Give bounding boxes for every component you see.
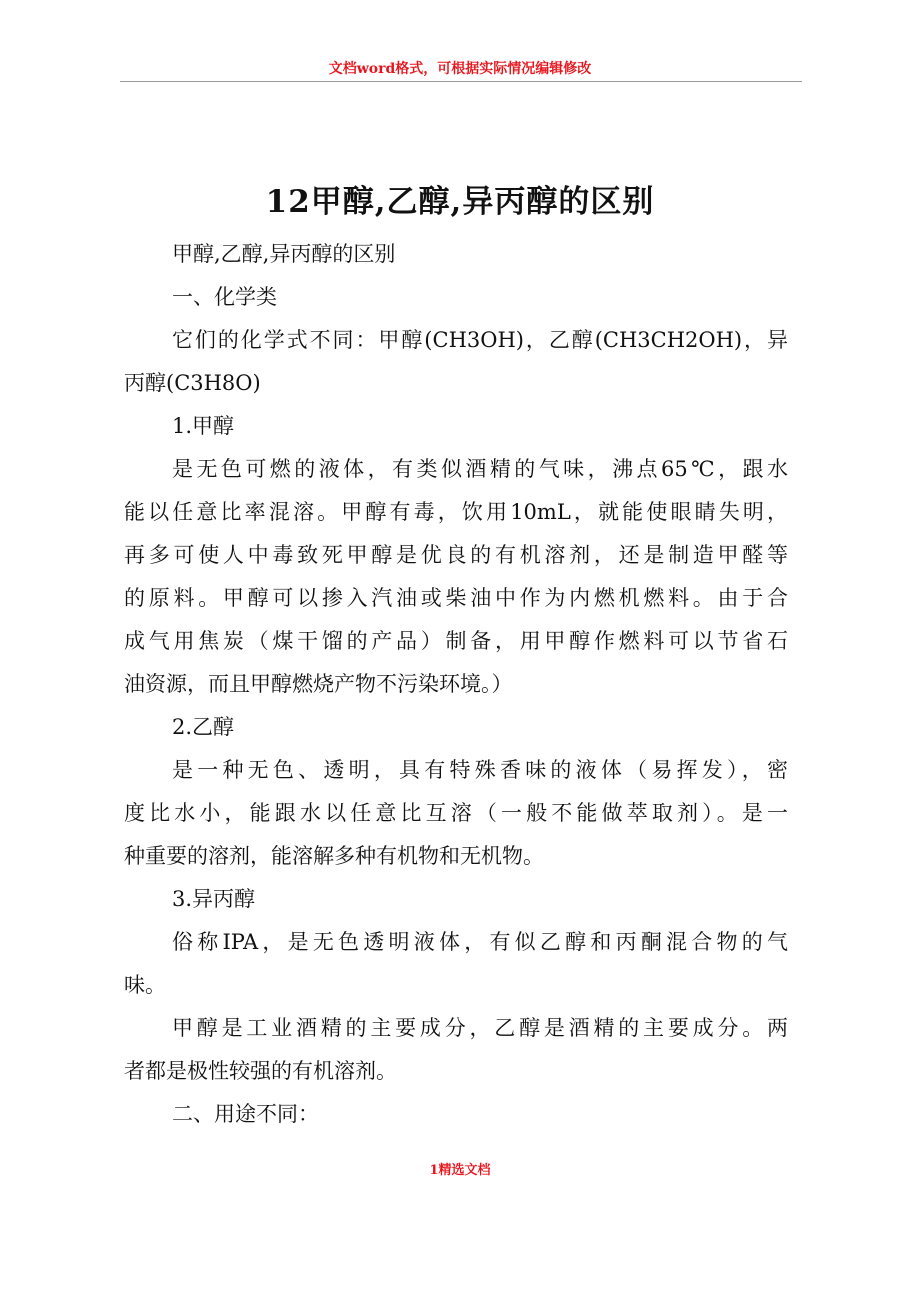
- document-body: [124, 233, 788, 1136]
- paragraph: [124, 448, 788, 706]
- paragraph-line: 一、化学类: [172, 285, 277, 309]
- paragraph-line: 种重要的溶剂，能溶解多种有机物和无机物。: [124, 844, 544, 868]
- paragraph-line: 它们的化学式不同：甲醇(CH3OH)，乙醇(CH3CH2OH)，异: [172, 328, 788, 352]
- header-divider: [120, 81, 802, 82]
- paragraph-line: 2.乙醇: [172, 715, 235, 739]
- paragraph-line: 味。: [124, 973, 166, 997]
- paragraph-line: 二、用途不同：: [172, 1102, 319, 1126]
- paragraph-line: 是无色可燃的液体，有类似酒精的气味，沸点65℃，跟水: [172, 457, 788, 481]
- paragraph-line: 甲醇,乙醇,异丙醇的区别: [172, 242, 396, 266]
- paragraph: [124, 233, 788, 276]
- paragraph: [124, 706, 788, 749]
- paragraph: [124, 1093, 788, 1136]
- paragraph-line: 者都是极性较强的有机溶剂。: [124, 1059, 397, 1083]
- paragraph: [124, 276, 788, 319]
- paragraph-line: 再多可使人中毒致死甲醇是优良的有机溶剂，还是制造甲醛等: [124, 543, 788, 567]
- paragraph-line: 的原料。甲醇可以掺入汽油或柴油中作为内燃机燃料。由于合: [124, 586, 788, 610]
- paragraph: [124, 878, 788, 921]
- paragraph: [124, 1007, 788, 1093]
- paragraph: [124, 749, 788, 878]
- paragraph: [124, 319, 788, 405]
- paragraph-line: 成气用焦炭（煤干馏的产品）制备，用甲醇作燃料可以节省石: [124, 629, 788, 653]
- paragraph-line: 3.异丙醇: [172, 887, 256, 911]
- paragraph-line: 能以任意比率混溶。甲醇有毒，饮用10mL，就能使眼睛失明，: [124, 500, 788, 524]
- paragraph-line: 度比水小，能跟水以任意比互溶（一般不能做萃取剂）。是一: [124, 801, 788, 825]
- paragraph-line: 甲醇是工业酒精的主要成分，乙醇是酒精的主要成分。两: [172, 1016, 788, 1040]
- header-notice: 文档word格式，可根据实际情况编辑修改: [328, 61, 592, 77]
- paragraph: [124, 405, 788, 448]
- paragraph-line: 1.甲醇: [172, 414, 235, 438]
- paragraph-line: 丙醇(C3H8O): [124, 371, 261, 395]
- paragraph-line: 油资源，而且甲醇燃烧产物不污染环境。）: [124, 672, 513, 696]
- document-title: 12甲醇,乙醇,异丙醇的区别: [265, 184, 655, 220]
- paragraph-line: 是一种无色、透明，具有特殊香味的液体（易挥发），密: [172, 758, 788, 782]
- paragraph-line: 俗称IPA，是无色透明液体，有似乙醇和丙酮混合物的气: [172, 930, 788, 954]
- footer-page-label: 1精选文档: [429, 1163, 491, 1178]
- paragraph: [124, 921, 788, 1007]
